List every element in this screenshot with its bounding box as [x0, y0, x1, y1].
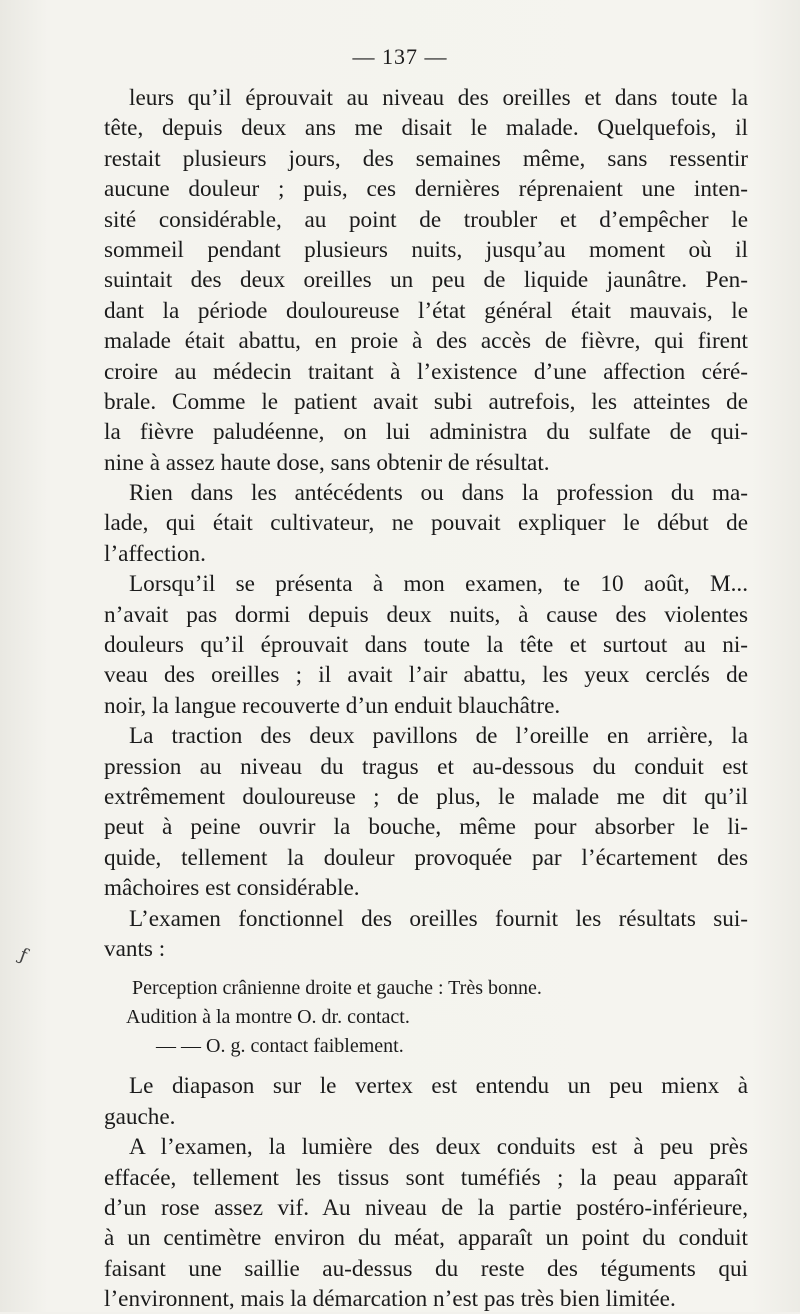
- text-line: suintait des deux oreilles un peu de liquide jaunâtre. Pen-: [104, 267, 748, 294]
- text-line: veau des oreilles ; il avait l’air abattu, les yeux cerclés de: [104, 662, 748, 689]
- text-line: à un centimètre environ du méat, apparaît un point du conduit: [104, 1225, 748, 1252]
- text-line: brale. Comme le patient avait subi autrefois, les atteintes de: [104, 388, 748, 415]
- text-line: peut à peine ouvrir la bouche, même pour absorber le li-: [104, 814, 748, 841]
- text-line: A l’examen, la lumière des deux conduits est à peu près: [129, 1134, 748, 1161]
- text-line: La traction des deux pavillons de l’oreille en arrière, la: [129, 723, 748, 750]
- text-line: extrêmement douloureuse ; de plus, le malade me dit qu’il: [104, 783, 748, 810]
- paragraph: [104, 904, 748, 965]
- paragraph: [104, 83, 748, 478]
- result-line: Perception crânienne droite et gauche : Très bonne.: [132, 977, 542, 1000]
- text-line: croire au médecin traitant à l’existence d’une affection céré-: [104, 358, 748, 385]
- body-text: [104, 83, 748, 1314]
- text-line: L’examen fonctionnel des oreilles fournit les résultats sui-: [129, 905, 748, 932]
- text-line: noir, la langue recouverte d’un enduit blauchâtre.: [104, 692, 561, 719]
- text-line: quide, tellement la douleur provoquée par l’écartement des: [104, 844, 748, 871]
- text-line: n’avait pas dormi depuis deux nuits, à cause des violentes: [104, 601, 748, 628]
- page-number: — 137 —: [352, 44, 448, 69]
- paragraph: [104, 1071, 748, 1132]
- text-line: effacée, tellement les tissus sont tuméfiés ; la peau apparaît: [104, 1164, 748, 1191]
- text-line: pression au niveau du tragus et au-dessous du conduit est: [104, 753, 748, 780]
- text-line: aucune douleur ; puis, ces dernières réprenaient une inten-: [104, 176, 748, 203]
- paragraph: [104, 1132, 748, 1314]
- text-line: sommeil pendant plusieurs nuits, jusqu’au moment où il: [104, 236, 748, 263]
- text-line: gauche.: [104, 1103, 176, 1130]
- text-line: d’un rose assez vif. Au niveau de la partie postéro-inférieure,: [104, 1194, 748, 1221]
- margin-pencil-mark: ƒ: [16, 944, 31, 967]
- text-line: lade, qui était cultivateur, ne pouvait expliquer le début de: [104, 510, 748, 537]
- result-line: — — O. g. contact faiblement.: [156, 1035, 404, 1058]
- paragraph: [104, 721, 748, 903]
- text-line: Le diapason sur le vertex est entendu un peu mienx à: [129, 1073, 748, 1100]
- text-line: l’affection.: [104, 540, 206, 567]
- text-line: faisant une saillie au-dessus du reste des téguments qui: [104, 1255, 748, 1282]
- text-line: nine à assez haute dose, sans obtenir de résultat.: [104, 449, 550, 476]
- text-line: leurs qu’il éprouvait au niveau des oreilles et dans toute la: [129, 85, 748, 111]
- text-line: Lorsqu’il se présenta à mon examen, te 10 août, M...: [129, 571, 748, 598]
- text-line: douleurs qu’il éprouvait dans toute la tête et surtout au ni-: [104, 632, 748, 659]
- text-line: Rien dans les antécédents ou dans la profession du ma-: [129, 480, 748, 507]
- text-line: vants :: [104, 935, 166, 962]
- text-line: tête, depuis deux ans me disait le malade. Quelquefois, il: [104, 115, 748, 142]
- text-line: sité considérable, au point de troubler et d’empêcher le: [104, 206, 748, 233]
- text-line: la fièvre paludéenne, on lui administra du sulfate de qui-: [104, 419, 748, 446]
- text-line: dant la période douloureuse l’état général était mauvais, le: [104, 297, 748, 324]
- paragraph: [104, 569, 748, 721]
- text-line: restait plusieurs jours, des semaines même, sans ressentir: [104, 145, 748, 172]
- text-line: malade était abattu, en proie à des accès de fièvre, qui firent: [104, 328, 748, 355]
- result-line: Audition à la montre O. dr. contact.: [126, 1006, 410, 1029]
- text-line: l’environnent, mais la démarcation n’est pas très bien limitée.: [104, 1286, 676, 1313]
- hearing-results: [104, 974, 748, 1061]
- text-line: mâchoires est considérable.: [104, 875, 360, 902]
- paragraph: [104, 478, 748, 569]
